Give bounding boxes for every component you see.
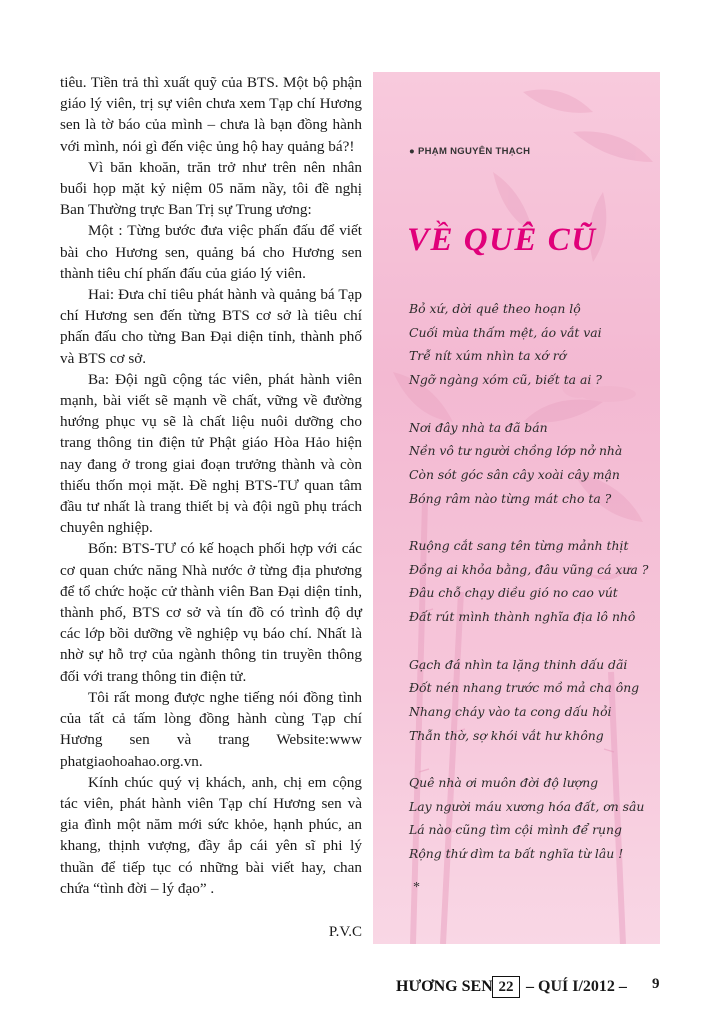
poem-line: Ruộng cắt sang tên từng mảnh thịt — [409, 538, 629, 553]
poem-stanza — [409, 297, 659, 392]
bullet-icon: ● — [409, 146, 418, 157]
poem-line: Nơi đây nhà ta đã bán — [409, 419, 548, 435]
poem-line: Lá nào cũng tìm cội mình để rụng — [409, 822, 622, 838]
article-paragraph: Vì băn khoăn, trăn trở như trên nên nhân buổi họp mặt kỷ niệm 05 năm nầy, tôi đề nghị Ban Thường trực Ban Trị sự Trung ương: — [60, 158, 362, 219]
poem-author: ● PHẠM NGUYÊN THẠCH — [409, 146, 531, 157]
poem-line: Đâu chỗ chạy diều gió no cao vút — [409, 585, 618, 601]
poem-body — [409, 297, 659, 890]
article-paragraph: tiêu. Tiền trả thì xuất quỹ của BTS. Một bộ phận giáo lý viên, trị sự viên chưa xem Tạp chí Hương sen là tờ báo của mình – chưa là bạn đồng hành với mình, nói gì đến việc ủng hộ hay quảng bá?! — [60, 74, 362, 155]
poem-stanza — [409, 653, 659, 748]
poem-line: Cuối mùa thấm mệt, áo vắt vai — [409, 324, 602, 340]
poem-line: Quê nhà ơi muôn đời độ lượng — [409, 775, 599, 790]
article-paragraph: Bốn: BTS-TƯ có kế hoạch phối hợp với các cơ quan chức năng Nhà nước ở từng địa phương để tổ chức hoặc cử thành viên Ban Đại diện tỉnh, thành phố, BTS cơ sở và tín đồ có trình độ dự các lớp bồi dưỡng về nghiệp vụ báo chí. Nhất là nhờ sự hỗ trợ của ngành thông tin truyền thông đối với trang thông tin điện tử. — [60, 540, 362, 685]
page-footer — [0, 978, 718, 1008]
magazine-name: HƯƠNG SEN — [396, 978, 493, 995]
poem-line: Đồng ai khỏa bằng, đâu vũng cá xưa ? — [409, 561, 649, 577]
poem-line: Bỏ xứ, dời quê theo hoạn lộ — [409, 301, 581, 316]
poem-line: Đốt nén nhang trước mồ mả cha ông — [409, 680, 640, 696]
poem-title: VỀ QUÊ CŨ — [407, 222, 597, 258]
poem-panel — [373, 72, 660, 944]
poem-end-mark: * — [413, 880, 420, 895]
issue-quarter: – QUÍ I/2012 – — [526, 978, 627, 995]
issue-number: 22 — [492, 976, 520, 998]
poem-line: Thẫn thờ, sợ khói vắt hư không — [409, 727, 604, 743]
poem-line: Đất rút mình thành nghĩa địa lô nhô — [409, 609, 636, 625]
poem-line: Lay người máu xương hóa đất, ơn sâu — [409, 798, 645, 814]
poem-stanza — [409, 771, 659, 866]
poem-line: Ngỡ ngàng xóm cũ, biết ta ai ? — [409, 372, 602, 388]
article-paragraph: Kính chúc quý vị khách, anh, chị em cộng tác viên, phát hành viên Tạp chí Hương sen và gia đình một năm mới sức khỏe, hạnh phúc, an khang, thịnh vượng, đầy ắp cái yên sĩ phi lý thuần để tiếp tục có những bài viết hay, chan chứa “tình đời – lý đạo” . — [60, 773, 362, 897]
poem-stanza — [409, 416, 659, 511]
article-paragraph: Hai: Đưa chỉ tiêu phát hành và quảng bá Tạp chí Hương sen đến từng BTS cơ sở là tiêu chí phấn đấu cho từng Ban Đại diện tỉnh, thành phố và BTS cơ sở. — [60, 286, 362, 367]
poem-line: Trễ nít xúm nhìn ta xớ rớ — [409, 348, 567, 364]
article-paragraph: Ba: Đội ngũ cộng tác viên, phát hành viên mạnh, bài viết sẽ mạnh về chất, vững về đường hướng phục vụ sẽ là chất liệu nuôi dưỡng cho trang thông tin điện tử Phật giáo Hòa Hảo hiện nay đang ở trong giai đoạn trưởng thành và còn thiếu thốn mọi mặt. Đề nghị BTS-TƯ quan tâm đầu tư nhất là trang thiết bị và đội ngũ phụ trách chuyên nghiệp. — [60, 370, 362, 537]
poem-line: Rộng thứ dìm ta bất nghĩa từ lâu ! — [409, 846, 624, 862]
poem-line: Bóng râm nào từng mát cho ta ? — [409, 490, 612, 506]
poem-line: Nền vô tư người chồng lớp nở nhà — [409, 443, 623, 459]
page-number: 9 — [652, 976, 660, 992]
poem-line: Còn sót góc sân cây xoài cây mận — [409, 466, 620, 482]
article-signature: P.V.C — [328, 924, 362, 940]
poem-stanza — [409, 534, 659, 629]
poem-line: Gạch đá nhìn ta lặng thinh dấu dãi — [409, 656, 628, 672]
poem-line: Nhang cháy vào ta cong dấu hỏi — [409, 703, 612, 719]
article-paragraph: Một : Từng bước đưa việc phấn đấu để viết bài cho Hương sen, quảng bá cho Hương sen thành tiêu chí phấn đấu của giáo lý viên. — [60, 222, 362, 282]
article-column — [60, 72, 362, 899]
article-paragraph: Tôi rất mong được nghe tiếng nói đồng tình của tất cả tấm lòng đồng hành cùng Tạp chí Hương sen và trang Website:www phatgiaohoahao.org.vn. — [60, 688, 362, 770]
